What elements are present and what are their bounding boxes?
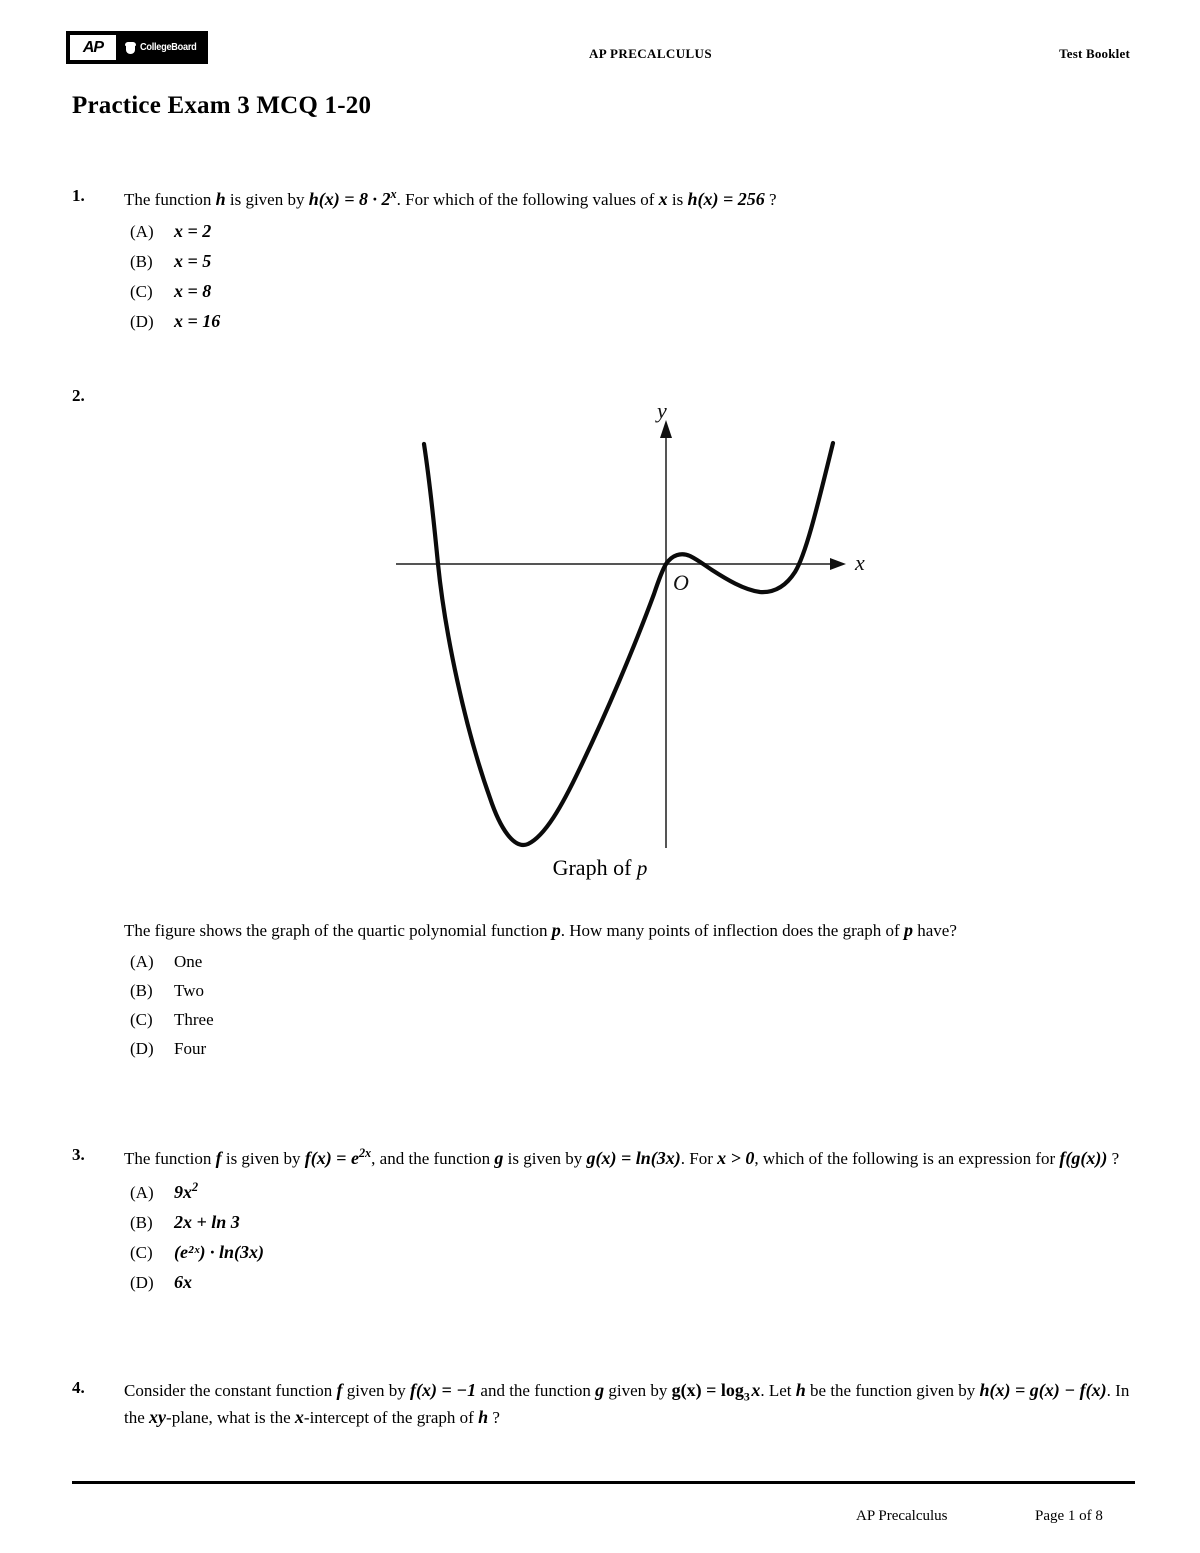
- choice-3-a-letter: (A): [130, 1182, 154, 1202]
- q3-text-3: , and the function: [371, 1149, 495, 1168]
- q4-text-7: . In the: [124, 1381, 1130, 1428]
- polynomial-curve-p: [424, 443, 833, 845]
- ap-collegeboard-logo: [66, 31, 208, 64]
- choice-1-c[interactable]: [130, 281, 1136, 302]
- booklet-type-header: Test Booklet: [1059, 46, 1130, 61]
- question-2-choices: [130, 952, 1136, 1059]
- choice-3-a-text: $9x^2$: [174, 1179, 199, 1202]
- footer-exam-label: AP Precalculus: [856, 1508, 948, 1524]
- choice-3-a[interactable]: [130, 1180, 1136, 1203]
- choice-1-b-text: x = 5: [174, 250, 212, 271]
- q1-math-h: h: [215, 189, 226, 209]
- choice-3-d[interactable]: [130, 1272, 1136, 1293]
- q3-math-fx: $f(x) = e^{2x}$: [304, 1146, 372, 1168]
- choice-1-d-letter: (D): [130, 311, 154, 331]
- choice-2-c-letter: (C): [130, 1009, 153, 1029]
- q1-text-3: . For which of the following values of: [396, 190, 659, 209]
- y-axis-label: y: [657, 398, 667, 423]
- choice-1-b-letter: (B): [130, 251, 153, 271]
- q4-math-h-2: h: [478, 1407, 489, 1428]
- q4-math-g: g: [595, 1380, 605, 1400]
- q4-text-3: and the function: [476, 1381, 596, 1400]
- q3-text-6: , which of the following is an expression for: [754, 1149, 1060, 1168]
- choice-1-b[interactable]: [130, 251, 1136, 272]
- question-3-choices: [130, 1180, 1136, 1293]
- question-4-number: 4.: [72, 1378, 85, 1397]
- question-3: [72, 1145, 1136, 1302]
- q3-text-5: . For: [680, 1149, 718, 1168]
- page-title: Practice Exam 3 MCQ 1-20: [72, 92, 372, 119]
- choice-1-d[interactable]: [130, 311, 1136, 332]
- q4-text-10: ?: [488, 1408, 500, 1428]
- q3-text-4: is given by: [503, 1149, 587, 1168]
- choice-3-b-text: 2x + ln 3: [174, 1211, 240, 1232]
- choice-3-d-text: 6x: [174, 1271, 192, 1292]
- question-1: [72, 186, 1136, 341]
- q3-text-7: ?: [1107, 1149, 1120, 1168]
- question-4: [72, 1378, 1136, 1431]
- q3-text-1: The function: [124, 1149, 216, 1168]
- q3-math-f: f: [215, 1148, 222, 1168]
- choice-2-a-letter: (A): [130, 951, 154, 971]
- q4-math-gx-log: $g(x) = \log_3$ x: [671, 1380, 761, 1404]
- question-2-content: [72, 918, 1136, 1068]
- choice-1-a-text: x = 2: [174, 220, 212, 241]
- choice-2-d-letter: (D): [130, 1038, 154, 1058]
- choice-2-b[interactable]: [130, 981, 1136, 1001]
- q4-text-4: given by: [604, 1381, 672, 1400]
- choice-1-c-letter: (C): [130, 281, 153, 301]
- question-1-stem: [124, 186, 1136, 213]
- footer-page-number: Page 1 of 8: [1035, 1508, 1103, 1524]
- origin-label: O: [673, 570, 689, 595]
- choice-1-c-text: x = 8: [174, 280, 212, 301]
- q2-text-1: The figure shows the graph of the quartic polynomial function: [124, 921, 552, 940]
- choice-3-c-text: (e²ˣ) · ln(3x): [174, 1241, 264, 1262]
- question-3-number: 3.: [72, 1145, 85, 1164]
- choice-2-d-text: Four: [174, 1038, 207, 1058]
- question-3-stem: [124, 1145, 1136, 1172]
- q2-text-3: have?: [912, 921, 957, 940]
- q3-math-composition: f(g(x)): [1059, 1148, 1108, 1168]
- q4-math-xy: xy: [149, 1407, 167, 1428]
- choice-2-a-text: One: [174, 951, 203, 971]
- graph-of-p-svg: [0, 398, 1200, 898]
- figure-caption: [0, 855, 1200, 881]
- choice-1-a-letter: (A): [130, 221, 154, 241]
- choice-2-a[interactable]: [130, 952, 1136, 972]
- choice-2-b-letter: (B): [130, 980, 153, 1000]
- q4-text-2: given by: [342, 1381, 410, 1400]
- ap-logo-text: AP: [82, 38, 104, 56]
- acorn-icon: [125, 42, 136, 54]
- exam-name-header: AP PRECALCULUS: [589, 46, 712, 61]
- choice-2-b-text: Two: [174, 980, 204, 1000]
- choice-2-d[interactable]: [130, 1039, 1136, 1059]
- question-4-stem: [124, 1378, 1136, 1431]
- q4-text-9: -intercept of the graph of: [303, 1408, 479, 1428]
- q4-math-hx: h(x) = g(x) − f(x): [979, 1380, 1107, 1400]
- collegeboard-lockup: [125, 42, 201, 54]
- choice-2-c[interactable]: [130, 1010, 1136, 1030]
- choice-3-b-letter: (B): [130, 1212, 153, 1232]
- q4-text-6: be the function given by: [805, 1381, 980, 1400]
- q3-math-gx: g(x) = ln(3x): [586, 1148, 681, 1168]
- q1-math-hx: $h(x) = 8 \cdot 2^x$: [308, 187, 397, 209]
- footer-divider: [72, 1481, 1135, 1484]
- q2-math-p-2: p: [903, 920, 913, 940]
- figure-caption-symbol: p: [636, 856, 648, 880]
- q4-math-h: h: [795, 1380, 806, 1400]
- choice-3-c-letter: (C): [130, 1242, 153, 1262]
- q3-math-domain: x > 0: [717, 1148, 755, 1168]
- q2-text-2: . How many points of inflection does the graph of: [560, 921, 904, 940]
- collegeboard-logo-text: CollegeBoard: [140, 42, 197, 53]
- choice-1-d-text: x = 16: [174, 310, 221, 331]
- x-axis-arrow: [830, 558, 846, 570]
- choice-2-c-text: Three: [174, 1009, 214, 1029]
- question-1-number: 1.: [72, 186, 85, 205]
- ap-logo-box: [70, 35, 116, 60]
- x-axis-label: x: [855, 550, 865, 575]
- q3-text-2: is given by: [221, 1149, 305, 1168]
- q1-text-4: is: [667, 190, 688, 209]
- figure-caption-prefix: Graph of: [552, 855, 632, 880]
- q2-math-p-1: p: [551, 920, 561, 940]
- graph-of-p-figure: [0, 398, 1200, 898]
- choice-3-c[interactable]: [130, 1242, 1136, 1263]
- choice-3-d-letter: (D): [130, 1272, 154, 1292]
- q4-text-5: . Let: [760, 1381, 796, 1400]
- q3-math-g: g: [494, 1148, 504, 1168]
- q4-math-fx: f(x) = −1: [410, 1380, 477, 1400]
- question-1-choices: [130, 221, 1136, 332]
- q1-math-x: x: [658, 189, 668, 209]
- q4-math-f: f: [336, 1380, 343, 1400]
- q1-text-2: is given by: [225, 190, 309, 209]
- q4-text-1: Consider the constant function: [124, 1381, 337, 1400]
- q1-math-256: h(x) = 256: [687, 189, 765, 209]
- q1-text-1: The function: [124, 190, 216, 209]
- choice-3-b[interactable]: [130, 1212, 1136, 1233]
- question-2-number: 2.: [72, 386, 85, 405]
- question-2-stem: [124, 918, 1136, 944]
- q4-math-x: x: [294, 1407, 304, 1428]
- choice-1-a[interactable]: [130, 221, 1136, 242]
- q1-text-5: ?: [764, 190, 777, 209]
- q4-text-8: -plane, what is the: [166, 1408, 295, 1428]
